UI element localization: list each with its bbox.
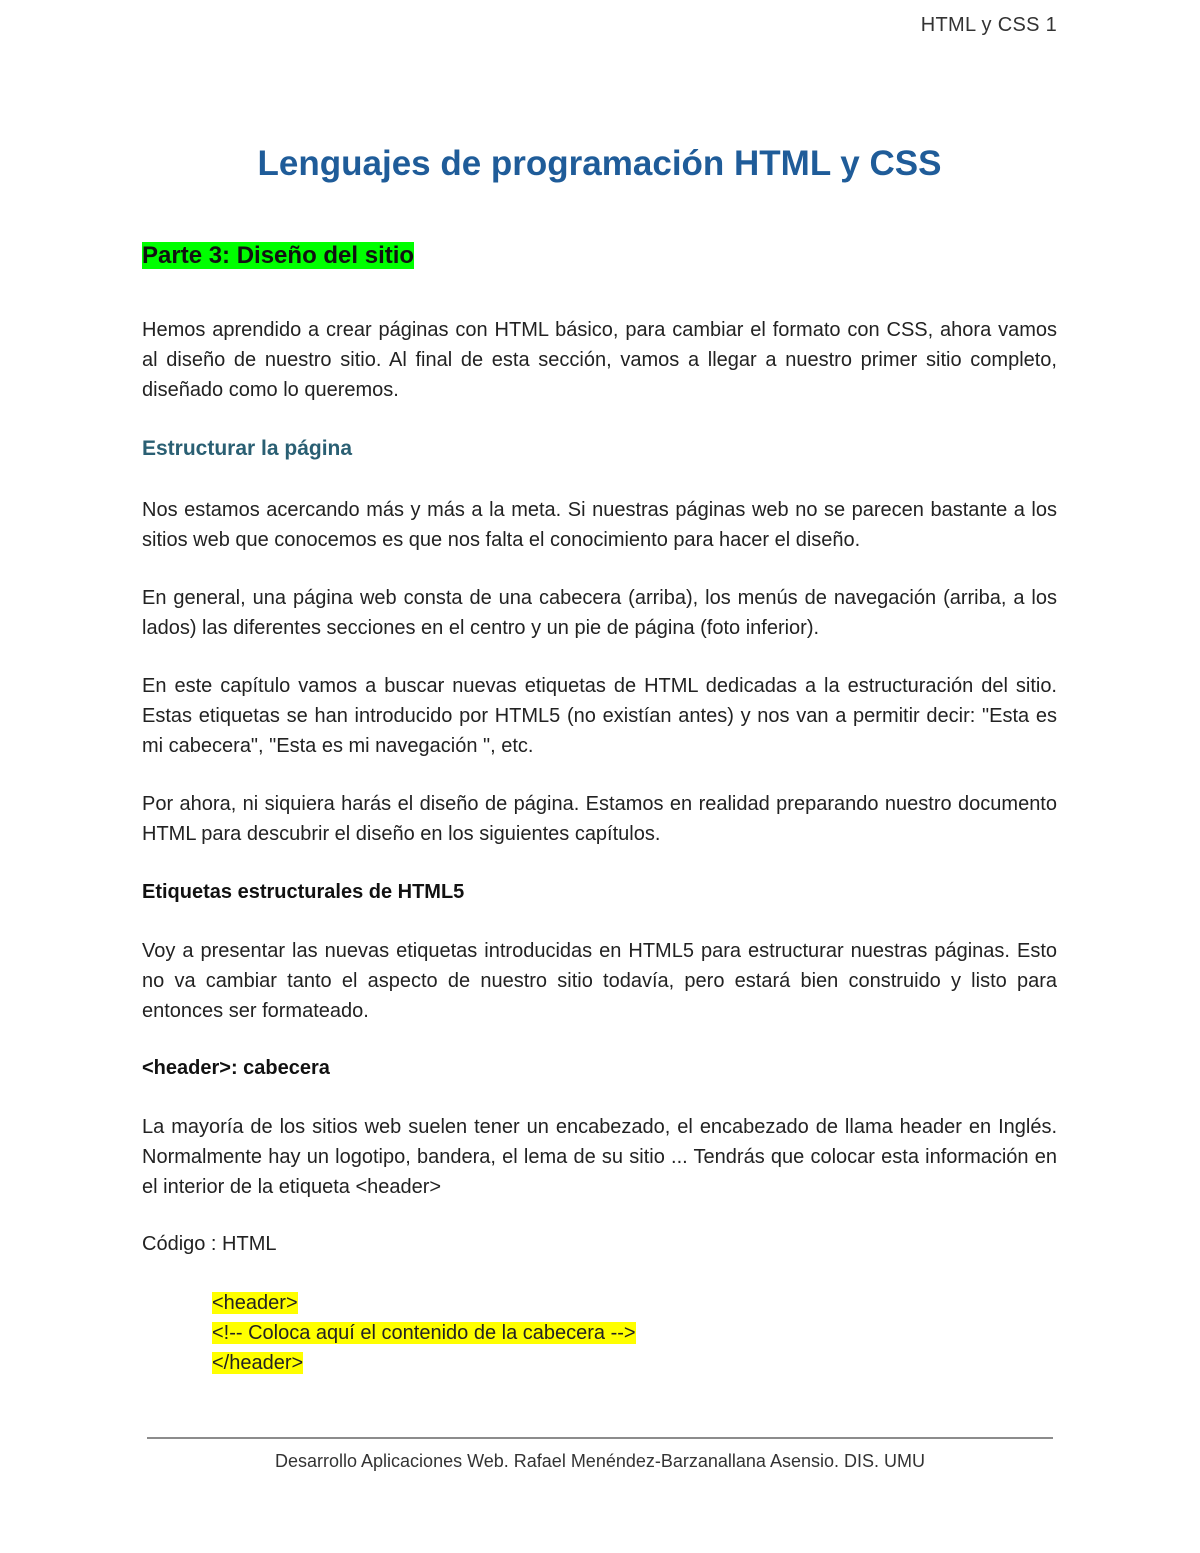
paragraph-html5: Voy a presentar las nuevas etiquetas introducidas en HTML5 para estructurar nuestras páginas. Esto no va cambiar tanto el aspecto de nuestro sitio todavía, pero estará bien construido y listo para entonces ser formateado. — [142, 940, 1057, 1022]
code-line-text: </header> — [212, 1352, 304, 1374]
part-heading — [142, 240, 414, 272]
paragraph-3: En este capítulo vamos a buscar nuevas etiquetas de HTML dedicadas a la estructuración del sitio. Estas etiquetas se han introducido por HTML5 (no existían antes) y nos van a permitir decir: "Esta es mi cabecera", "Esta es mi navegación ", etc. — [142, 675, 1057, 757]
subheading-header-tag: <header>: cabecera — [142, 1057, 330, 1079]
running-header: HTML y CSS 1 — [920, 14, 1057, 36]
part-heading-highlight: Parte 3: Diseño del sitio — [142, 242, 415, 269]
intro-paragraph: Hemos aprendido a crear páginas con HTML básico, para cambiar el formato con CSS, ahora vamos al diseño de nuestro sitio. Al final de esta sección, vamos a llegar a nuestro primer sitio completo, diseñado como lo queremos. — [142, 319, 1057, 401]
section-heading: Estructurar la página — [142, 437, 353, 460]
paragraph-2: En general, una página web consta de una cabecera (arriba), los menús de navegación (arriba, a los lados) las diferentes secciones en el centro y un pie de página (foto inferior). — [142, 587, 1057, 639]
paragraph-1: Nos estamos acercando más y más a la meta. Si nuestras páginas web no se parecen bastante a los sitios web que conocemos es que nos falta el conocimiento para hacer el diseño. — [142, 499, 1057, 551]
subheading-html5-tags: Etiquetas estructurales de HTML5 — [142, 881, 465, 903]
code-line — [212, 1348, 636, 1378]
footer-divider — [147, 1437, 1053, 1439]
code-line — [212, 1318, 636, 1348]
code-label: Código : HTML — [142, 1233, 277, 1255]
code-line-text: <!-- Coloca aquí el contenido de la cabecera --> — [212, 1322, 636, 1344]
paragraph-header: La mayoría de los sitios web suelen tener un encabezado, el encabezado de llama header en Inglés. Normalmente hay un logotipo, bandera, el lema de su sitio ... Tendrás que colocar esta información en el interior de la etiqueta <header> — [142, 1116, 1057, 1198]
paragraph-4: Por ahora, ni siquiera harás el diseño de página. Estamos en realidad preparando nuestro documento HTML para descubrir el diseño en los siguientes capítulos. — [142, 793, 1057, 845]
footer-text: Desarrollo Aplicaciones Web. Rafael Menéndez-Barzanallana Asensio. DIS. UMU — [275, 1451, 925, 1471]
code-block — [212, 1288, 636, 1378]
code-line-text: <header> — [212, 1292, 298, 1314]
code-line — [212, 1288, 636, 1318]
document-title: Lenguajes de programación HTML y CSS — [257, 144, 942, 183]
